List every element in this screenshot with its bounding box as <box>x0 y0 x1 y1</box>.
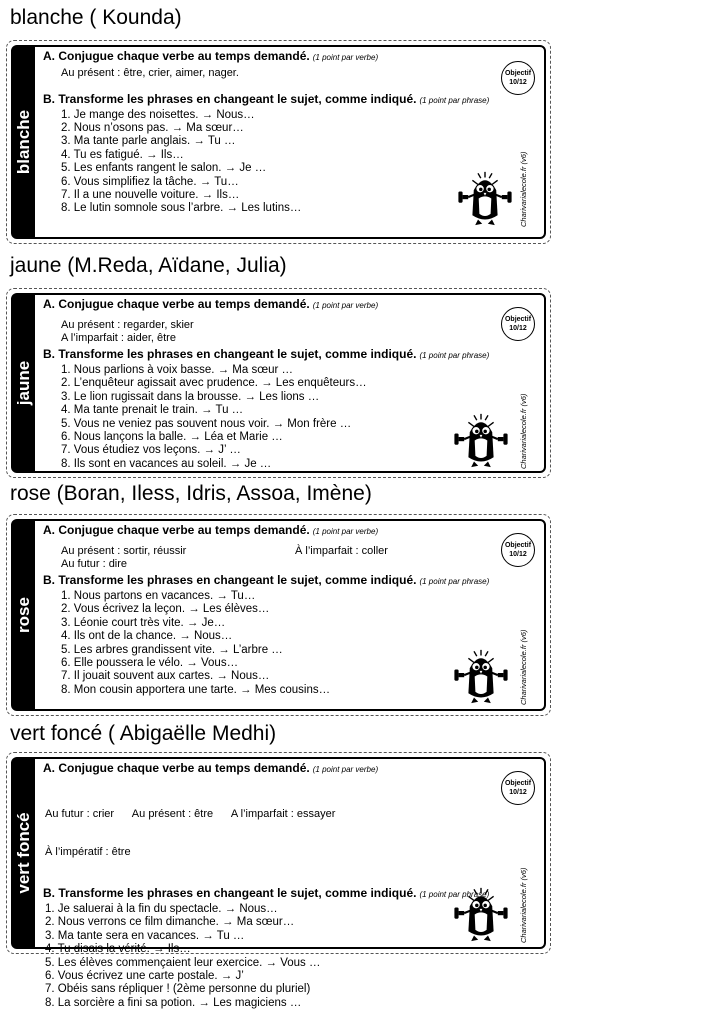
list-item: 2. Vous écrivez la leçon. → Les élèves… <box>61 603 270 616</box>
list-item: 3. Ma tante sera en vacances. → Tu … <box>45 929 245 942</box>
section-b-title: B. Transforme les phrases en changeant le sujet, comme indiqué. (1 point par phrase) <box>43 91 490 106</box>
list-item: 4. Tu disais la vérité. → Ils… <box>45 943 191 956</box>
level-sidebar <box>13 521 35 709</box>
exercise-card-vert-fonce <box>6 752 551 1009</box>
list-item: 3. Ma tante parle anglais. → Tu … <box>61 135 236 148</box>
instruction-right: À l’imparfait : coller <box>295 545 388 557</box>
list-item: 4. Tu es fatigué. → Ils… <box>61 148 184 161</box>
list-item: 4. Ma tante prenait le train. → Tu … <box>61 404 244 417</box>
objective-badge: Objectif 10/12 <box>501 307 535 341</box>
group-heading-blanche: blanche ( Kounda) <box>10 6 182 29</box>
section-b-title: B. Transforme les phrases en changeant le sujet, comme indiqué. (1 point par phrase) <box>43 347 490 361</box>
list-item: 3. Léonie court très vite. → Je… <box>61 616 226 629</box>
level-label: vert foncé <box>14 812 33 894</box>
level-sidebar <box>13 295 35 471</box>
list-item: 5. Vous ne veniez pas souvent nous voir. → Mon frère … <box>61 417 352 430</box>
level-label: rose <box>14 597 33 633</box>
list-item: 6. Nous lançons la balle. → Léa et Marie … <box>61 431 283 444</box>
list-item: 6. Elle poussera le vélo. → Vous… <box>61 657 239 670</box>
list-item: 6. Vous simplifiez la tâche. → Tu… <box>61 175 239 188</box>
section-b-title: B. Transforme les phrases en changeant le sujet, comme indiqué. (1 point par phrase) <box>43 573 490 587</box>
owl-mascot-icon <box>453 641 509 705</box>
credit-text: Charivarialecole.fr (v6) <box>519 151 528 227</box>
exercise-card-jaune <box>6 288 551 478</box>
instructions: Au présent : sortir, réussir Au futur : dire À l’imparfait : coller <box>61 545 388 570</box>
owl-mascot-icon <box>453 879 509 943</box>
section-b-title: B. Transforme les phrases en changeant le sujet, comme indiqué. (1 point par phrase) <box>43 886 490 900</box>
credit-text: Charivarialecole.fr (v6) <box>519 867 528 943</box>
level-label: blanche <box>14 109 33 175</box>
list-item: 5. Les arbres grandissent vite. → L’arbre … <box>61 643 283 656</box>
list-item: 7. Vous étudiez vos leçons. → J’ … <box>61 444 241 457</box>
level-sidebar <box>13 759 35 947</box>
list-item: 2. Nous verrons ce film dimanche. → Ma sœur… <box>45 916 295 929</box>
level-label: jaune <box>14 360 33 406</box>
list-item: 7. Il a une nouvelle voiture. → Ils… <box>61 188 240 201</box>
list-item: 1. Je mange des noisettes. → Nous… <box>61 108 255 121</box>
instructions: Au présent : regarder, skier A l’imparfait : aider, être <box>61 319 194 344</box>
group-heading-jaune: jaune (M.Reda, Aïdane, Julia) <box>10 254 287 277</box>
owl-mascot-icon <box>453 405 509 469</box>
list-item: 8. La sorcière a fini sa potion. → Les magiciens … <box>45 996 302 1009</box>
list-item: 8. Ils sont en vacances au soleil. → Je … <box>61 457 272 470</box>
objective-badge: Objectif 10/12 <box>501 61 535 95</box>
list-item: 4. Ils ont de la chance. → Nous… <box>61 630 233 643</box>
group-heading-rose: rose (Boran, Iless, Idris, Assoa, Imène) <box>10 482 372 505</box>
list-item: 7. Il jouait souvent aux cartes. → Nous… <box>61 670 270 683</box>
exercise-card-rose <box>6 514 551 716</box>
list-item: 5. Les élèves commençaient leur exercice. → Vous … <box>45 956 321 969</box>
objective-badge: Objectif 10/12 <box>501 533 535 567</box>
list-item: 2. L’enquêteur agissait avec prudence. → Les enquêteurs… <box>61 377 367 390</box>
level-sidebar <box>13 47 35 237</box>
credit-text: Charivarialecole.fr (v6) <box>519 629 528 705</box>
list-item: 7. Obéis sans répliquer ! (2ème personne du pluriel) <box>45 983 311 996</box>
section-a-title: A. Conjugue chaque verbe au temps demandé. (1 point par verbe) <box>43 523 379 537</box>
list-item: 8. Le lutin somnole sous l’arbre. → Les lutins… <box>61 202 302 215</box>
section-a-title: A. Conjugue chaque verbe au temps demandé. (1 point par verbe) <box>43 297 379 311</box>
list-item: 3. Le lion rugissait dans la brousse. → Les lions … <box>61 390 320 403</box>
section-a-title: A. Conjugue chaque verbe au temps demandé. (1 point par verbe) <box>43 49 379 63</box>
owl-mascot-icon <box>457 163 513 227</box>
credit-text: Charivarialecole.fr (v6) <box>519 393 528 469</box>
list-item: 1. Je saluerai à la fin du spectacle. → Nous… <box>45 903 278 915</box>
section-a-title: A. Conjugue chaque verbe au temps demandé. (1 point par verbe) <box>43 761 379 775</box>
list-item: 2. Nous n’osons pas. → Ma sœur… <box>61 121 244 134</box>
list-item: 1. Nous partons en vacances. → Tu… <box>61 590 256 602</box>
instructions: Au présent : être, crier, aimer, nager. <box>61 67 239 79</box>
list-item: 8. Mon cousin apportera une tarte. → Mes cousins… <box>61 683 331 696</box>
list-item: 1. Nous parlions à voix basse. → Ma sœur … <box>61 364 293 376</box>
instructions: Au futur : crier Au présent : être A l’imparfait : essayer À l’impératif : être <box>45 808 336 858</box>
exercise-card-blanche <box>6 40 551 244</box>
list-item: 6. Vous écrivez une carte postale. → J’ <box>45 970 244 983</box>
group-heading-vert-fonce: vert foncé ( Abigaëlle Medhi) <box>10 722 277 745</box>
objective-badge: Objectif 10/12 <box>501 771 535 805</box>
list-item: 5. Les enfants rangent le salon. → Je … <box>61 162 267 175</box>
